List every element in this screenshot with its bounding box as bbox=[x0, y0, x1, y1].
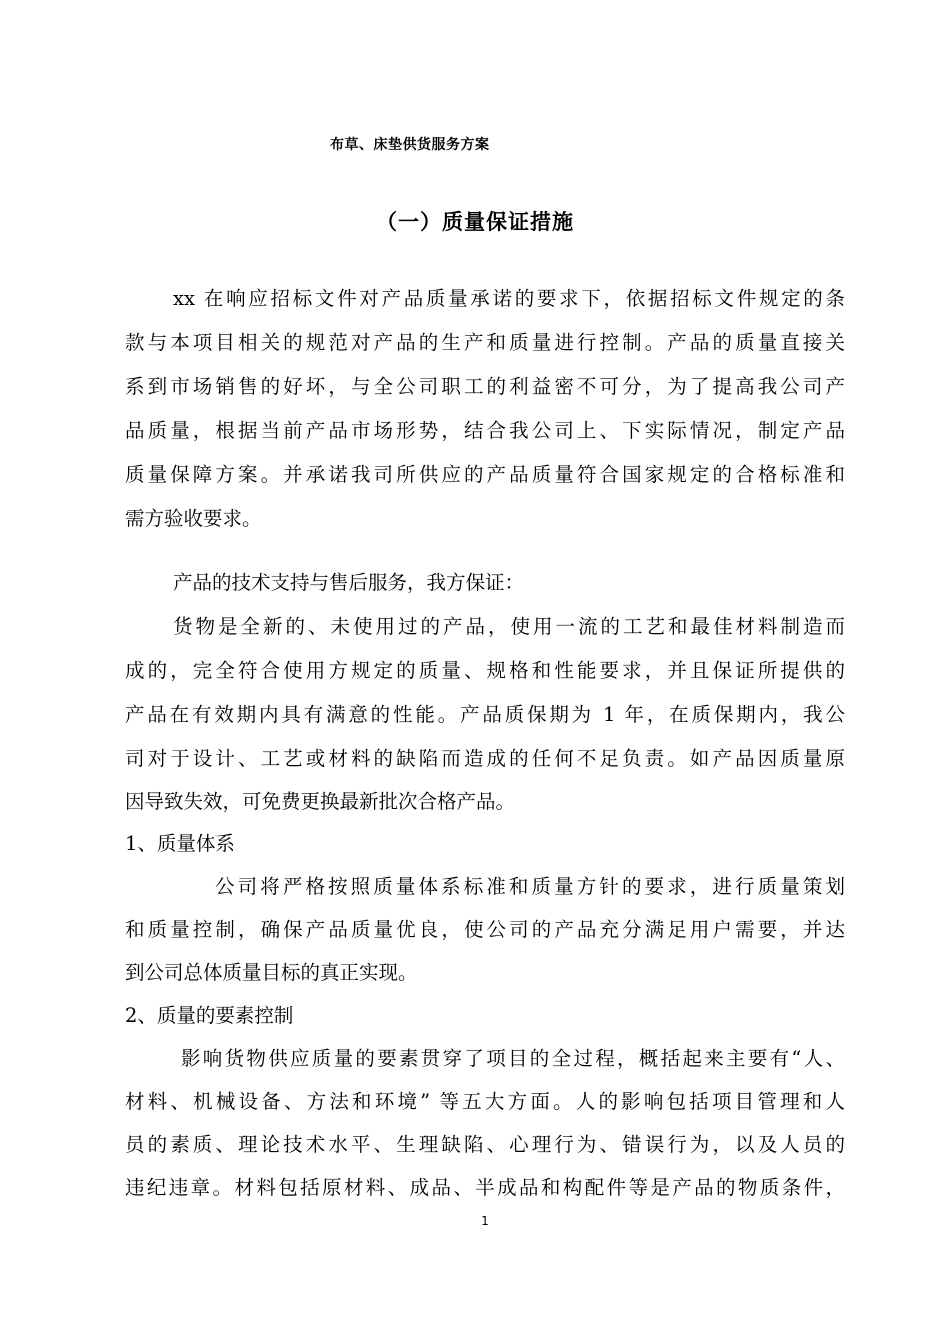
paragraph-line: 品质量，根据当前产品市场形势，结合我公司上、下实际情况，制定产品 bbox=[125, 419, 845, 442]
document-title: 布草、床垫供货服务方案 bbox=[330, 137, 490, 153]
paragraph-line: 材料、机械设备、方法和环境” 等五大方面。人的影响包括项目管理和人 bbox=[125, 1090, 845, 1113]
paragraph-line: 成的，完全符合使用方规定的质量、规格和性能要求，并且保证所提供的 bbox=[125, 659, 845, 682]
paragraph-line: 员的素质、理论技术水平、生理缺陷、心理行为、错误行为，以及人员的 bbox=[125, 1133, 845, 1156]
section-heading: 1、质量体系 bbox=[125, 832, 235, 855]
paragraph-line: 需方验收要求。 bbox=[125, 507, 262, 530]
paragraph-line: 公司将严格按照质量体系标准和质量方针的要求，进行质量策划 bbox=[215, 875, 845, 898]
paragraph-line: xx 在响应招标文件对产品质量承诺的要求下，依据招标文件规定的条 bbox=[173, 287, 845, 310]
paragraph-line: 司对于设计、工艺或材料的缺陷而造成的任何不足负责。如产品因质量原 bbox=[125, 747, 845, 770]
paragraph-line: 质量保障方案。并承诺我司所供应的产品质量符合国家规定的合格标准和 bbox=[125, 463, 845, 486]
paragraph-line: 系到市场销售的好坏，与全公司职工的利益密不可分，为了提高我公司产 bbox=[125, 375, 845, 398]
paragraph-line: 到公司总体质量目标的真正实现。 bbox=[125, 961, 418, 984]
paragraph-line: 货物是全新的、未使用过的产品，使用一流的工艺和最佳材料制造而 bbox=[173, 615, 845, 638]
section-heading: 2、质量的要素控制 bbox=[125, 1004, 294, 1027]
paragraph-line: 产品的技术支持与售后服务，我方保证： bbox=[173, 571, 525, 594]
paragraph-line: 产品在有效期内具有满意的性能。产品质保期为 1 年，在质保期内，我公 bbox=[125, 703, 845, 726]
paragraph-line: 款与本项目相关的规范对产品的生产和质量进行控制。产品的质量直接关 bbox=[125, 331, 845, 354]
paragraph-line: 违纪违章。材料包括原材料、成品、半成品和构配件等是产品的物质条件， bbox=[125, 1176, 845, 1199]
page-number: 1 bbox=[481, 1214, 489, 1228]
paragraph-line: 和质量控制，确保产品质量优良，使公司的产品充分满足用户需要，并达 bbox=[125, 918, 845, 941]
paragraph-line: 影响货物供应质量的要素贯穿了项目的全过程，概括起来主要有“人、 bbox=[181, 1047, 845, 1070]
section-title: （一）质量保证措施 bbox=[376, 210, 574, 234]
paragraph-line: 因导致失效，可免费更换最新批次合格产品。 bbox=[125, 790, 516, 813]
